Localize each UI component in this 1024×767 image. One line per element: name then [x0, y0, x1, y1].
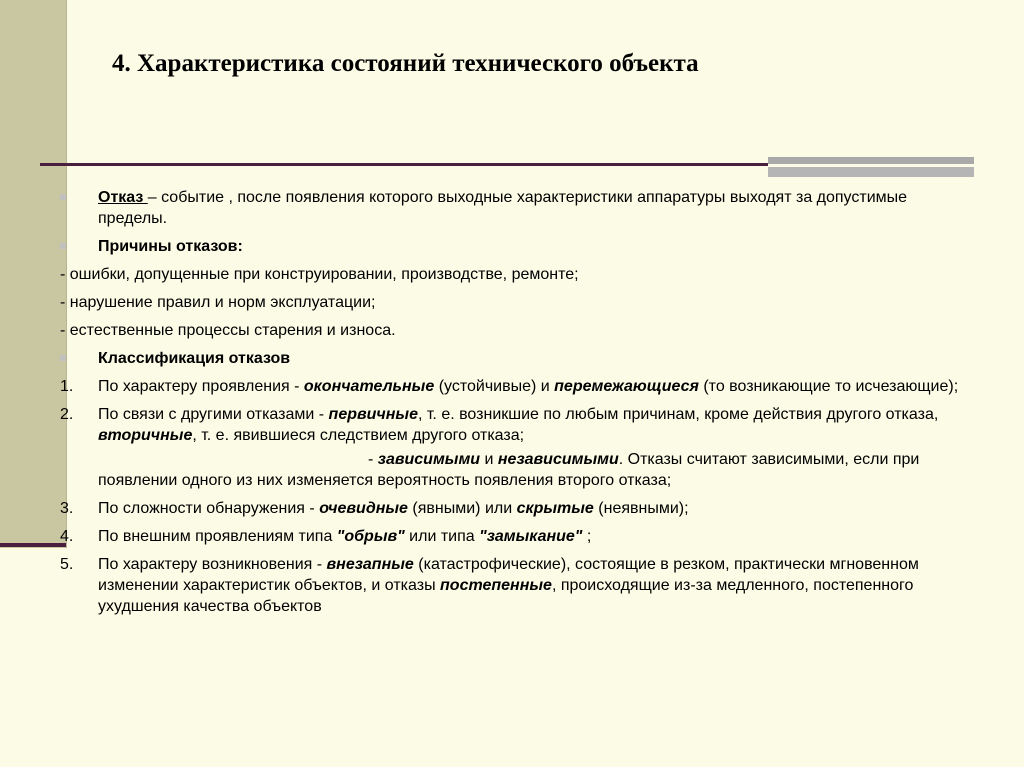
causes-bullet [60, 236, 975, 257]
classification-bullet [60, 348, 975, 369]
definition-text: – событие , после появления которого выходные характеристики аппаратуры выходят за допустимые пределы. [98, 189, 908, 227]
definition-term: Отказ [98, 189, 148, 206]
causes-heading: Причины отказов: [98, 238, 243, 255]
classification-subitem: - зависимыми и независимыми. Отказы считают зависимыми, если при появлении одного из них изменяется вероятность появления второго отказа; [98, 451, 920, 489]
bullet-square-icon [60, 194, 66, 200]
cause-item: - естественные процессы старения и износа. [60, 322, 396, 339]
title-accent-bar [768, 157, 974, 177]
bullet-square-icon [60, 243, 66, 249]
classification-item: 4. По внешним проявлениям типа "обрыв" или типа "замыкание" ; [60, 528, 592, 545]
bullet-square-icon [60, 355, 66, 361]
title-divider [40, 163, 770, 166]
classification-heading: Классификация отказов [98, 350, 291, 367]
classification-item: 2. По связи с другими отказами - первичные, т. е. возникшие по любым причинам, кроме действия другого отказа, вторичные, т. е. явившиеся следствием другого отказа; [60, 406, 939, 444]
classification-item: 3. По сложности обнаружения - очевидные (явными) или скрытые (неявными); [60, 500, 689, 517]
side-rule [0, 543, 66, 547]
cause-item: - ошибки, допущенные при конструировании, производстве, ремонте; [60, 266, 579, 283]
slide-title: 4. Характеристика состояний технического объекта [112, 50, 699, 77]
definition-bullet [60, 187, 975, 229]
slide-body [60, 187, 975, 624]
side-band [0, 0, 67, 548]
classification-item: 5. По характеру возникновения - внезапные (катастрофические), состоящие в резком, практически мгновенном изменении характеристик объектов, и отказы постепенные, происходящие из-за медленного, постепенного ухудшения качества объектов [60, 556, 919, 615]
classification-item: 1. По характеру проявления - окончательные (устойчивые) и перемежающиеся (то возникающие то исчезающие); [60, 378, 959, 395]
cause-item: - нарушение правил и норм эксплуатации; [60, 294, 376, 311]
